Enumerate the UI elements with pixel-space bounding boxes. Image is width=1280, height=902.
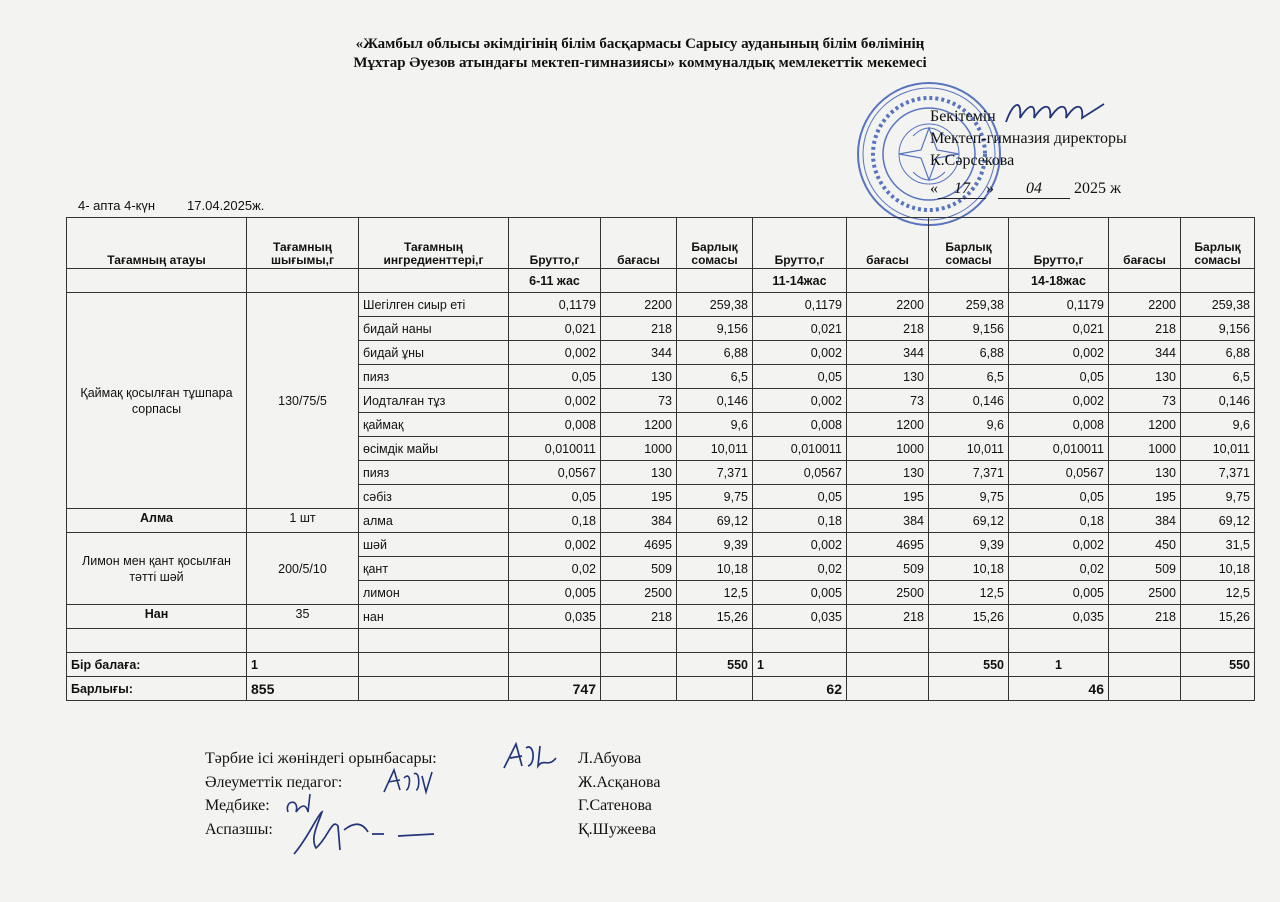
signature-name: Қ.Шужеева	[578, 820, 657, 838]
menu-date: 17.04.2025ж.	[187, 198, 265, 213]
date-close-quote: »	[986, 180, 994, 197]
ingredient-value: 384	[601, 509, 677, 533]
ingredient-value: 195	[1109, 485, 1181, 509]
ingredient-value: 0,008	[1009, 413, 1109, 437]
signature-mark	[288, 808, 438, 860]
total-a: 855	[247, 677, 359, 701]
age-group-1: 6-11 жас	[509, 269, 601, 293]
signature-name: Л.Абуова	[578, 750, 642, 767]
ingredient-value: 344	[847, 341, 929, 365]
ingredient-value: 9,6	[1181, 413, 1255, 437]
ingredient-value: 6,88	[677, 341, 753, 365]
ingredient-value: 7,371	[677, 461, 753, 485]
col-yield: Тағамның шығымы,г	[247, 218, 359, 269]
col-brutto-2: Брутто,г	[753, 218, 847, 269]
empty-cell	[1109, 653, 1181, 677]
ingredient-value: 69,12	[677, 509, 753, 533]
ingredient-value: 130	[601, 365, 677, 389]
age-group-2: 11-14жас	[753, 269, 847, 293]
dish-name: Қаймақ қосылған тұшпара сорпасы	[67, 293, 247, 509]
ingredient-value: 12,5	[1181, 581, 1255, 605]
ingredient-value: 4695	[847, 533, 929, 557]
ingredient-value: 0,18	[509, 509, 601, 533]
ingredient-value: 9,39	[677, 533, 753, 557]
ingredient-value: 10,18	[1181, 557, 1255, 581]
ingredient-value: 69,12	[1181, 509, 1255, 533]
ingredient-value: 0,02	[753, 557, 847, 581]
ingredient-value: 0,05	[1009, 485, 1109, 509]
approval-day: 17	[938, 180, 986, 199]
ingredient-value: 73	[1109, 389, 1181, 413]
per-child-v2: 1	[753, 653, 847, 677]
table-row	[67, 509, 1255, 533]
ingredient-name: шәй	[359, 533, 509, 557]
ingredient-value: 0,02	[509, 557, 601, 581]
header-line-2: Мұхтар Әуезов атындағы мектеп-гимназиясы» коммуналдық мемлекеттік мекемесі	[353, 55, 927, 71]
ingredient-value: 0,021	[509, 317, 601, 341]
col-dish: Тағамның атауы	[67, 218, 247, 269]
ingredient-value: 9,6	[677, 413, 753, 437]
ingredient-name: пияз	[359, 365, 509, 389]
ingredient-value: 0,002	[1009, 389, 1109, 413]
ingredient-value: 384	[847, 509, 929, 533]
ingredient-name: лимон	[359, 581, 509, 605]
empty-cell	[359, 677, 509, 701]
header-line-1: «Жамбыл облысы әкімдігінің білім басқармасы Сарысу ауданының білім бөлімінің	[355, 36, 925, 52]
empty-cell	[677, 629, 753, 653]
empty-cell	[601, 677, 677, 701]
ingredient-value: 10,011	[929, 437, 1009, 461]
total-d: 46	[1009, 677, 1109, 701]
ingredient-value: 9,156	[677, 317, 753, 341]
age-group-row	[67, 269, 1255, 293]
ingredient-value: 73	[847, 389, 929, 413]
ingredient-value: 259,38	[929, 293, 1009, 317]
empty-cell	[1109, 629, 1181, 653]
ingredient-value: 1200	[847, 413, 929, 437]
ingredient-value: 344	[601, 341, 677, 365]
ingredient-value: 0,1179	[509, 293, 601, 317]
signature-role: Медбике:	[205, 797, 270, 814]
per-child-sum-1: 550	[677, 653, 753, 677]
ingredient-value: 218	[601, 317, 677, 341]
ingredient-value: 15,26	[929, 605, 1009, 629]
ingredient-value: 0,0567	[509, 461, 601, 485]
ingredient-value: 0,021	[1009, 317, 1109, 341]
ingredient-value: 0,005	[753, 581, 847, 605]
empty-cell	[1009, 629, 1109, 653]
ingredient-value: 218	[1109, 317, 1181, 341]
approval-title: Бекітемін	[930, 108, 996, 125]
per-child-row	[67, 653, 1255, 677]
per-child-sum-3: 550	[1181, 653, 1255, 677]
ingredient-value: 1000	[1109, 437, 1181, 461]
approval-month: 04	[998, 180, 1070, 199]
ingredient-value: 9,75	[1181, 485, 1255, 509]
per-child-v1: 1	[247, 653, 359, 677]
signature-role: Аспазшы:	[205, 820, 273, 838]
ingredient-value: 1000	[601, 437, 677, 461]
ingredient-value: 259,38	[677, 293, 753, 317]
ingredient-name: өсімдік майы	[359, 437, 509, 461]
ingredient-value: 1200	[601, 413, 677, 437]
total-label: Барлығы:	[67, 677, 247, 701]
col-brutto-1: Брутто,г	[509, 218, 601, 269]
ingredient-value: 0,05	[753, 365, 847, 389]
ingredient-value: 0,05	[509, 485, 601, 509]
ingredient-value: 10,18	[677, 557, 753, 581]
ingredient-value: 0,1179	[1009, 293, 1109, 317]
ingredient-value: 0,005	[509, 581, 601, 605]
dish-yield: 1 шт	[247, 509, 359, 533]
dish-name: Нан	[67, 605, 247, 629]
ingredient-value: 0,008	[509, 413, 601, 437]
ingredient-name: алма	[359, 509, 509, 533]
empty-cell	[1109, 677, 1181, 701]
signature-name: Г.Сатенова	[578, 797, 652, 814]
empty-cell	[359, 629, 509, 653]
ingredient-name: Шегілген сиыр еті	[359, 293, 509, 317]
empty-cell	[847, 629, 929, 653]
ingredient-value: 0,035	[509, 605, 601, 629]
ingredient-value: 9,6	[929, 413, 1009, 437]
approval-name: К.Сәрсекова	[930, 152, 1015, 169]
date-open-quote: «	[930, 180, 938, 197]
ingredient-value: 0,002	[509, 533, 601, 557]
age-group-3: 14-18жас	[1009, 269, 1109, 293]
ingredient-value: 0,035	[1009, 605, 1109, 629]
ingredient-value: 130	[847, 365, 929, 389]
ingredient-value: 7,371	[1181, 461, 1255, 485]
ingredient-value: 0,010011	[753, 437, 847, 461]
ingredient-value: 0,05	[509, 365, 601, 389]
ingredient-value: 130	[847, 461, 929, 485]
col-price-3: бағасы	[1109, 218, 1181, 269]
empty-cell	[1181, 629, 1255, 653]
empty-cell	[359, 653, 509, 677]
ingredient-value: 0,002	[753, 341, 847, 365]
ingredient-name: Иодталған тұз	[359, 389, 509, 413]
ingredient-name: қант	[359, 557, 509, 581]
ingredient-value: 15,26	[1181, 605, 1255, 629]
table-row	[67, 605, 1255, 629]
signature-name: Ж.Асқанова	[578, 773, 661, 791]
ingredient-value: 130	[1109, 461, 1181, 485]
ingredient-value: 0,002	[509, 341, 601, 365]
dish-yield: 200/5/10	[247, 533, 359, 605]
ingredient-value: 130	[601, 461, 677, 485]
empty-cell	[1181, 677, 1255, 701]
empty-cell	[601, 629, 677, 653]
ingredient-value: 2500	[847, 581, 929, 605]
ingredient-value: 2500	[1109, 581, 1181, 605]
empty-cell	[847, 677, 929, 701]
signature-role: Тәрбие ісі жөніндегі орынбасары:	[205, 750, 437, 767]
table-row	[67, 293, 1255, 317]
ingredient-value: 9,75	[677, 485, 753, 509]
ingredient-value: 218	[601, 605, 677, 629]
empty-row	[67, 629, 1255, 653]
ingredient-value: 195	[601, 485, 677, 509]
col-sum-3: Барлық сомасы	[1181, 218, 1255, 269]
ingredient-value: 73	[601, 389, 677, 413]
dish-yield: 35	[247, 605, 359, 629]
empty-cell	[847, 653, 929, 677]
ingredient-value: 0,010011	[1009, 437, 1109, 461]
ingredient-value: 384	[1109, 509, 1181, 533]
approval-date	[930, 180, 1121, 199]
ingredient-value: 195	[847, 485, 929, 509]
ingredient-value: 509	[1109, 557, 1181, 581]
ingredient-value: 509	[847, 557, 929, 581]
ingredient-value: 0,002	[1009, 533, 1109, 557]
col-brutto-3: Брутто,г	[1009, 218, 1109, 269]
empty-cell	[509, 629, 601, 653]
ingredient-value: 218	[847, 605, 929, 629]
ingredient-value: 0,0567	[1009, 461, 1109, 485]
approval-year: 2025 ж	[1074, 180, 1122, 197]
ingredient-value: 10,011	[677, 437, 753, 461]
day-label	[78, 198, 264, 213]
dish-yield: 130/75/5	[247, 293, 359, 509]
header-row	[67, 218, 1255, 269]
ingredient-value: 0,010011	[509, 437, 601, 461]
ingredient-name: қаймақ	[359, 413, 509, 437]
empty-cell	[929, 629, 1009, 653]
col-price-2: бағасы	[847, 218, 929, 269]
ingredient-value: 0,18	[1009, 509, 1109, 533]
ingredient-value: 344	[1109, 341, 1181, 365]
ingredient-value: 0,1179	[753, 293, 847, 317]
ingredient-value: 6,5	[929, 365, 1009, 389]
total-b: 747	[509, 677, 601, 701]
col-sum-2: Барлық сомасы	[929, 218, 1009, 269]
ingredient-value: 218	[1109, 605, 1181, 629]
ingredient-name: сәбіз	[359, 485, 509, 509]
ingredient-value: 6,88	[929, 341, 1009, 365]
ingredient-name: пияз	[359, 461, 509, 485]
week-day: 4- апта 4-күн	[78, 198, 156, 213]
ingredient-name: бидай ұны	[359, 341, 509, 365]
ingredient-value: 218	[847, 317, 929, 341]
ingredient-value: 69,12	[929, 509, 1009, 533]
ingredient-value: 12,5	[677, 581, 753, 605]
ingredient-value: 0,002	[753, 533, 847, 557]
total-c: 62	[753, 677, 847, 701]
ingredient-value: 130	[1109, 365, 1181, 389]
empty-cell	[67, 629, 247, 653]
approval-position: Мектеп-гимназия директоры	[930, 130, 1127, 147]
ingredient-value: 10,011	[1181, 437, 1255, 461]
ingredient-value: 1200	[1109, 413, 1181, 437]
empty-cell	[601, 653, 677, 677]
ingredient-value: 0,05	[753, 485, 847, 509]
ingredient-value: 6,5	[1181, 365, 1255, 389]
ingredient-value: 0,035	[753, 605, 847, 629]
ingredient-value: 2200	[601, 293, 677, 317]
ingredient-value: 0,05	[1009, 365, 1109, 389]
signature-mark	[500, 738, 560, 772]
ingredient-value: 0,146	[677, 389, 753, 413]
ingredient-value: 0,0567	[753, 461, 847, 485]
ingredient-value: 0,002	[509, 389, 601, 413]
per-child-sum-2: 550	[929, 653, 1009, 677]
dish-name: Алма	[67, 509, 247, 533]
ingredient-value: 0,021	[753, 317, 847, 341]
empty-cell	[753, 629, 847, 653]
ingredient-value: 0,18	[753, 509, 847, 533]
empty-cell	[677, 677, 753, 701]
col-sum-1: Барлық сомасы	[677, 218, 753, 269]
menu-table	[66, 217, 1255, 701]
ingredient-value: 259,38	[1181, 293, 1255, 317]
ingredient-value: 450	[1109, 533, 1181, 557]
signature-role: Әлеуметтік педагог:	[205, 773, 343, 791]
ingredient-value: 2500	[601, 581, 677, 605]
ingredient-value: 2200	[1109, 293, 1181, 317]
per-child-label: Бір балаға:	[67, 653, 247, 677]
ingredient-value: 7,371	[929, 461, 1009, 485]
ingredient-value: 2200	[847, 293, 929, 317]
ingredient-value: 6,88	[1181, 341, 1255, 365]
ingredient-value: 509	[601, 557, 677, 581]
signature-mark	[380, 766, 436, 796]
ingredient-value: 0,02	[1009, 557, 1109, 581]
per-child-v3: 1	[1009, 653, 1109, 677]
approval-block	[930, 106, 1127, 172]
ingredient-value: 15,26	[677, 605, 753, 629]
ingredient-value: 6,5	[677, 365, 753, 389]
ingredient-value: 10,18	[929, 557, 1009, 581]
empty-cell	[247, 629, 359, 653]
ingredient-value: 9,156	[1181, 317, 1255, 341]
table-row	[67, 533, 1255, 557]
ingredient-value: 0,008	[753, 413, 847, 437]
ingredient-value: 1000	[847, 437, 929, 461]
ingredient-value: 12,5	[929, 581, 1009, 605]
ingredient-value: 0,146	[1181, 389, 1255, 413]
ingredient-value: 9,75	[929, 485, 1009, 509]
ingredient-value: 31,5	[1181, 533, 1255, 557]
total-row	[67, 677, 1255, 701]
ingredient-name: бидай наны	[359, 317, 509, 341]
empty-cell	[929, 677, 1009, 701]
ingredient-value: 9,39	[929, 533, 1009, 557]
ingredient-name: нан	[359, 605, 509, 629]
ingredient-value: 0,002	[1009, 341, 1109, 365]
ingredient-value: 0,146	[929, 389, 1009, 413]
dish-name: Лимон мен қант қосылған тәтті шәй	[67, 533, 247, 605]
ingredient-value: 0,005	[1009, 581, 1109, 605]
ingredient-value: 0,002	[753, 389, 847, 413]
ingredient-value: 4695	[601, 533, 677, 557]
col-price-1: бағасы	[601, 218, 677, 269]
col-ingredients: Тағамның ингредиенттері,г	[359, 218, 509, 269]
empty-cell	[509, 653, 601, 677]
ingredient-value: 9,156	[929, 317, 1009, 341]
